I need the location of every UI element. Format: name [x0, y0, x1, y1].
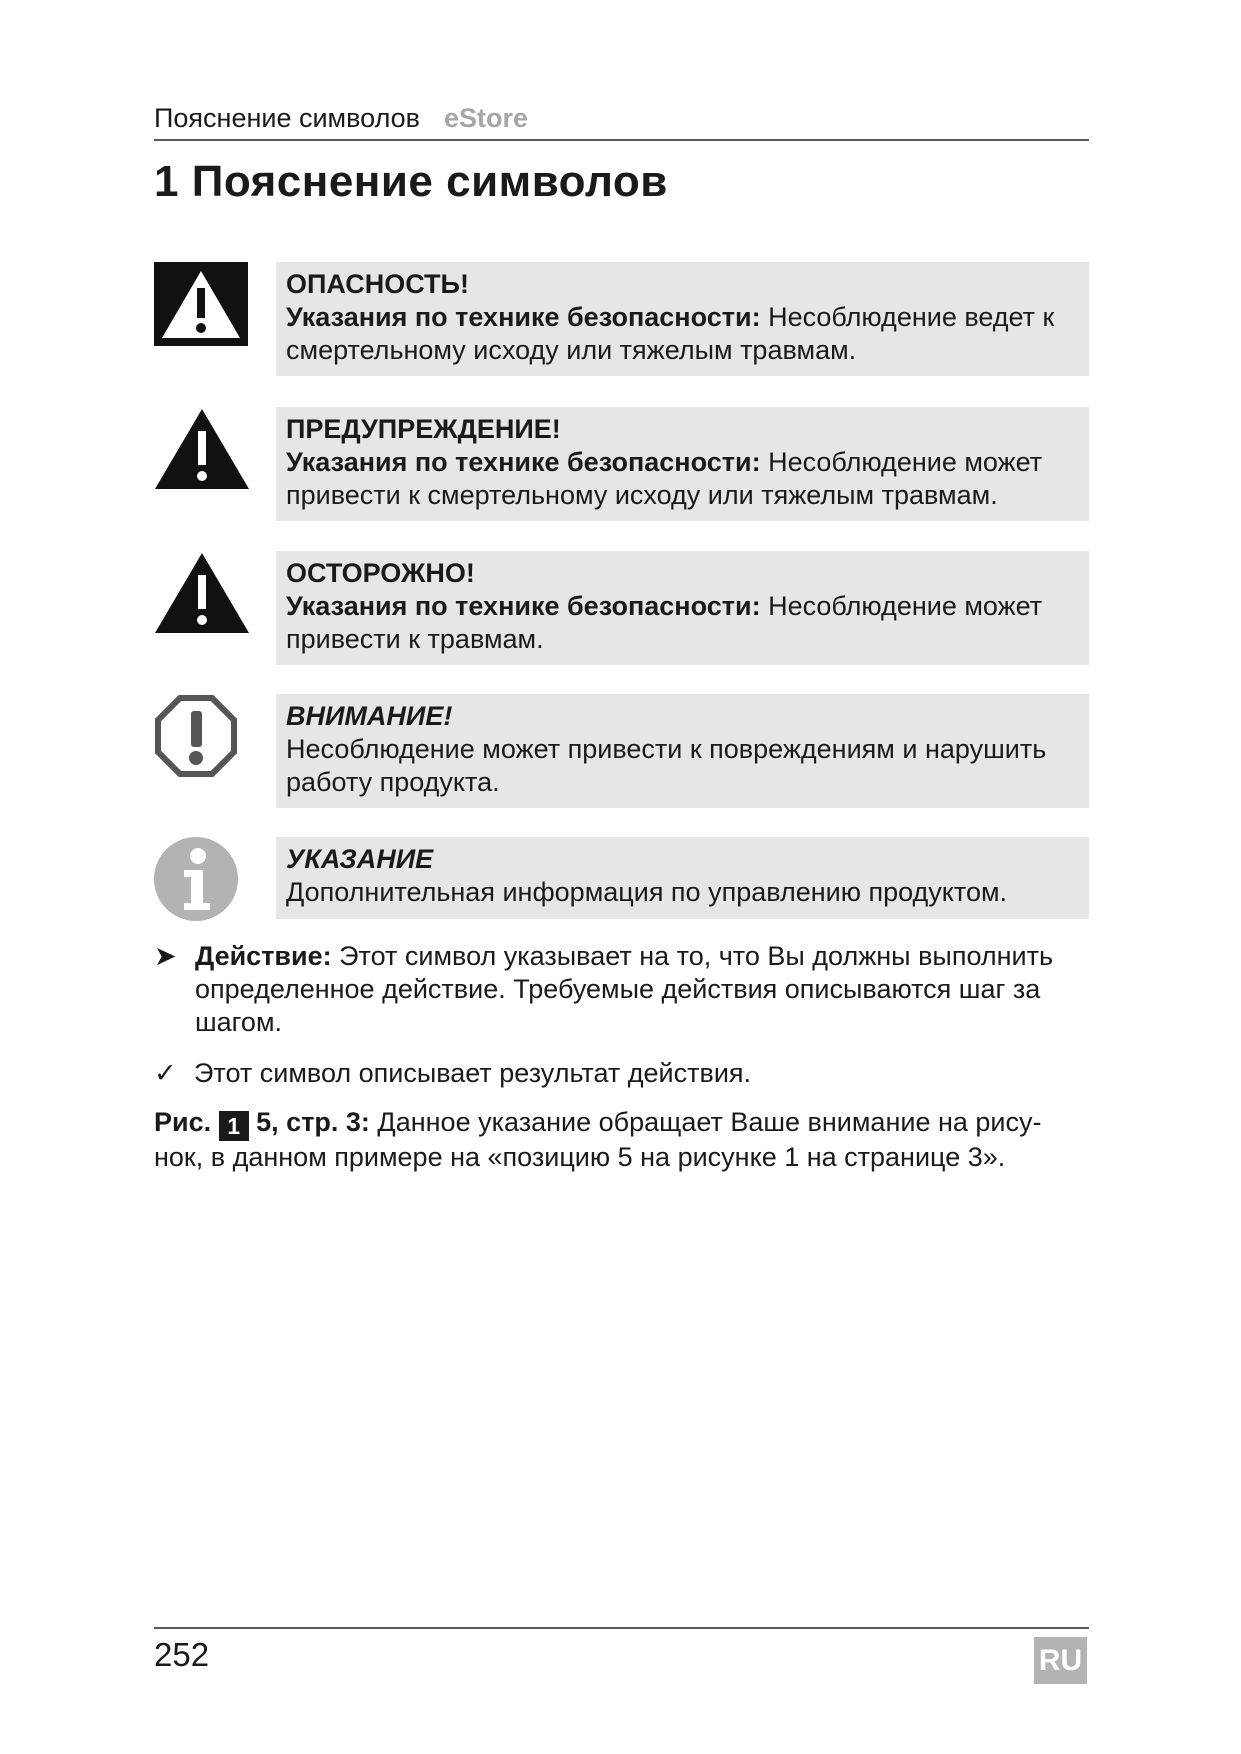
- caution-triangle-icon: [154, 551, 250, 640]
- notice-heading: ОСТОРОЖНО!: [286, 558, 475, 588]
- figure-number-badge: 1: [219, 1111, 249, 1141]
- notice-heading: ВНИМАНИЕ!: [286, 701, 453, 731]
- notice-text: Несоблюдение может привести к травмам.: [286, 591, 1043, 654]
- notice-lead: Указания по технике безопасности:: [286, 302, 761, 332]
- figure-ref-lead-start: Рис.: [154, 1107, 212, 1137]
- action-text: [195, 940, 1089, 1039]
- notice-text: Несоблюдение может привести к повреждениям и нарушить работу продукта.: [286, 734, 1047, 797]
- figure-ref-text: Данное указание обращает Ваше внимание на рису-нок, в данном примере на «позицию 5 на рисунке 1 на странице 3».: [154, 1107, 1042, 1172]
- danger-warning-icon: [154, 262, 248, 351]
- page-number: 252: [154, 1636, 210, 1673]
- result-text: Этот символ описывает результат действия.: [194, 1058, 752, 1088]
- attention-octagon-icon: [154, 694, 238, 783]
- header-divider: [154, 139, 1089, 141]
- warning-triangle-icon: [154, 407, 250, 496]
- notice-heading: ОПАСНОСТЬ!: [286, 269, 469, 299]
- notice-lead: Указания по технике безопасности:: [286, 591, 761, 621]
- info-icon: [154, 837, 238, 926]
- notice-text: Несоблюдение может привести к смертельному исходу или тяжелым травмам.: [286, 447, 1043, 510]
- action-description: Этот символ указывает на то, что Вы должны выполнить определенное действие. Требуемые действия описываются шаг за шагом.: [195, 941, 1054, 1037]
- notice-danger-box: [276, 262, 1089, 376]
- figure-reference-paragraph: [154, 1106, 1089, 1174]
- notice-caution-box: [276, 551, 1089, 665]
- arrow-right-icon: ➤: [154, 941, 177, 971]
- running-header: [154, 103, 528, 134]
- header-product-name: eStore: [444, 103, 529, 133]
- footer-divider: [154, 1627, 1089, 1629]
- notice-info-box: [276, 837, 1089, 919]
- notice-lead: Указания по технике безопасности:: [286, 447, 761, 477]
- notice-text: Дополнительная информация по управлению продуктом.: [286, 877, 1008, 907]
- notice-attention-box: [276, 694, 1089, 808]
- result-symbol-paragraph: [154, 1057, 1089, 1090]
- checkmark-icon: ✓: [154, 1058, 177, 1088]
- notice-warning-box: [276, 407, 1089, 521]
- notice-heading: УКАЗАНИЕ: [286, 844, 434, 874]
- figure-ref-lead-end: 5, стр. 3:: [256, 1107, 370, 1137]
- action-lead: Действие:: [195, 941, 332, 971]
- page-title: 1 Пояснение символов: [154, 157, 668, 206]
- header-section-title: Пояснение символов: [154, 103, 421, 133]
- action-symbol-paragraph: [154, 940, 1089, 1039]
- notice-heading: ПРЕДУПРЕЖДЕНИЕ!: [286, 414, 561, 444]
- notice-text: Несоблюдение ведет к смертельному исходу или тяжелым травмам.: [286, 302, 1055, 365]
- language-badge: RU: [1034, 1637, 1087, 1684]
